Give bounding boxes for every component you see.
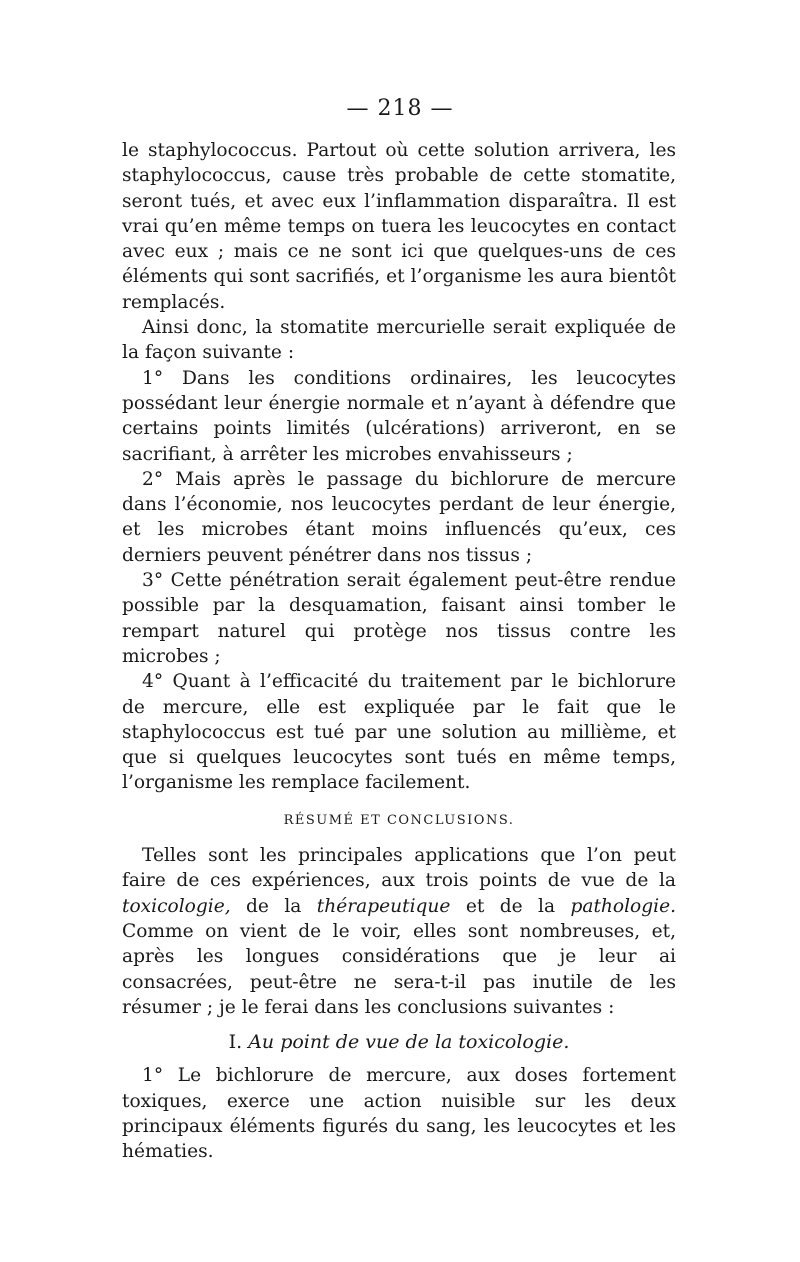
paragraph-point-2: 2° Mais après le passage du bichlorure de mercure dans l’économie, nos leucocytes perdant de leur énergie, et les microbes étant moins influencés qu’eux, ces derniers peuvent pénétrer dans nos tissus ; — [122, 468, 676, 566]
paragraph-continuation: le staphylococcus. Partout où cette solution arrivera, les staphylococcus, cause très probable de cette stomatite, seront tués, et avec eux l’inflammation disparaîtra. Il est vrai qu’en même temps on tuera les leucocytes en contact avec eux ; mais ce ne sont ici que quelques-uns de ces éléments qui sont sacrifiés, et l’organisme les aura bientôt remplacés. — [122, 140, 676, 313]
page-body — [122, 138, 676, 1165]
section-heading: RÉSUMÉ ET CONCLUSIONS. — [283, 812, 515, 828]
paragraph-point-3: 3° Cette pénétration serait également peut-être rendue possible par la desquamation, faisant ainsi tomber le rempart naturel qui protège nos tissus contre les microbes ; — [122, 570, 676, 667]
paragraph-point-1: 1° Dans les conditions ordinaires, les leucocytes possédant leur énergie normale et n’ayant à défendre que certains points limités (ulcérations) arriveront, en se sacrifiant, à arrêter les microbes envahisseurs ; — [122, 367, 676, 465]
subsection-heading: I. Au point de vue de la toxicologie. — [228, 1031, 570, 1054]
paragraph-intro: Ainsi donc, la stomatite mercurielle serait expliquée de la façon suivante : — [122, 317, 676, 364]
summary-paragraph: Telles sont les principales applications que l’on peut faire de ces expériences, aux trois points de vue de la toxicologie, de la thérapeutique et de la pathologie. Comme on vient de le voir, elles sont nombreuses, et, après les longues considérations que je leur ai consacrées, peut-être ne sera-t-il pas inutile de les résumer ; je le ferai dans les conclusions suivantes : — [122, 845, 677, 1018]
page-number: — 218 — — [346, 96, 454, 121]
paragraph-point-4: 4° Quant à l’efficacité du traitement par le bichlorure de mercure, elle est expliquée par le fait que le staphylococcus est tué par une solution au millième, et que si quelques leucocytes sont tués en même temps, l’organisme les remplace facilement. — [122, 671, 676, 794]
conclusion-1: 1° Le bichlorure de mercure, aux doses fortement toxiques, exerce une action nuisible sur les deux principaux éléments figurés du sang, les leucocytes et les hématies. — [122, 1065, 676, 1163]
